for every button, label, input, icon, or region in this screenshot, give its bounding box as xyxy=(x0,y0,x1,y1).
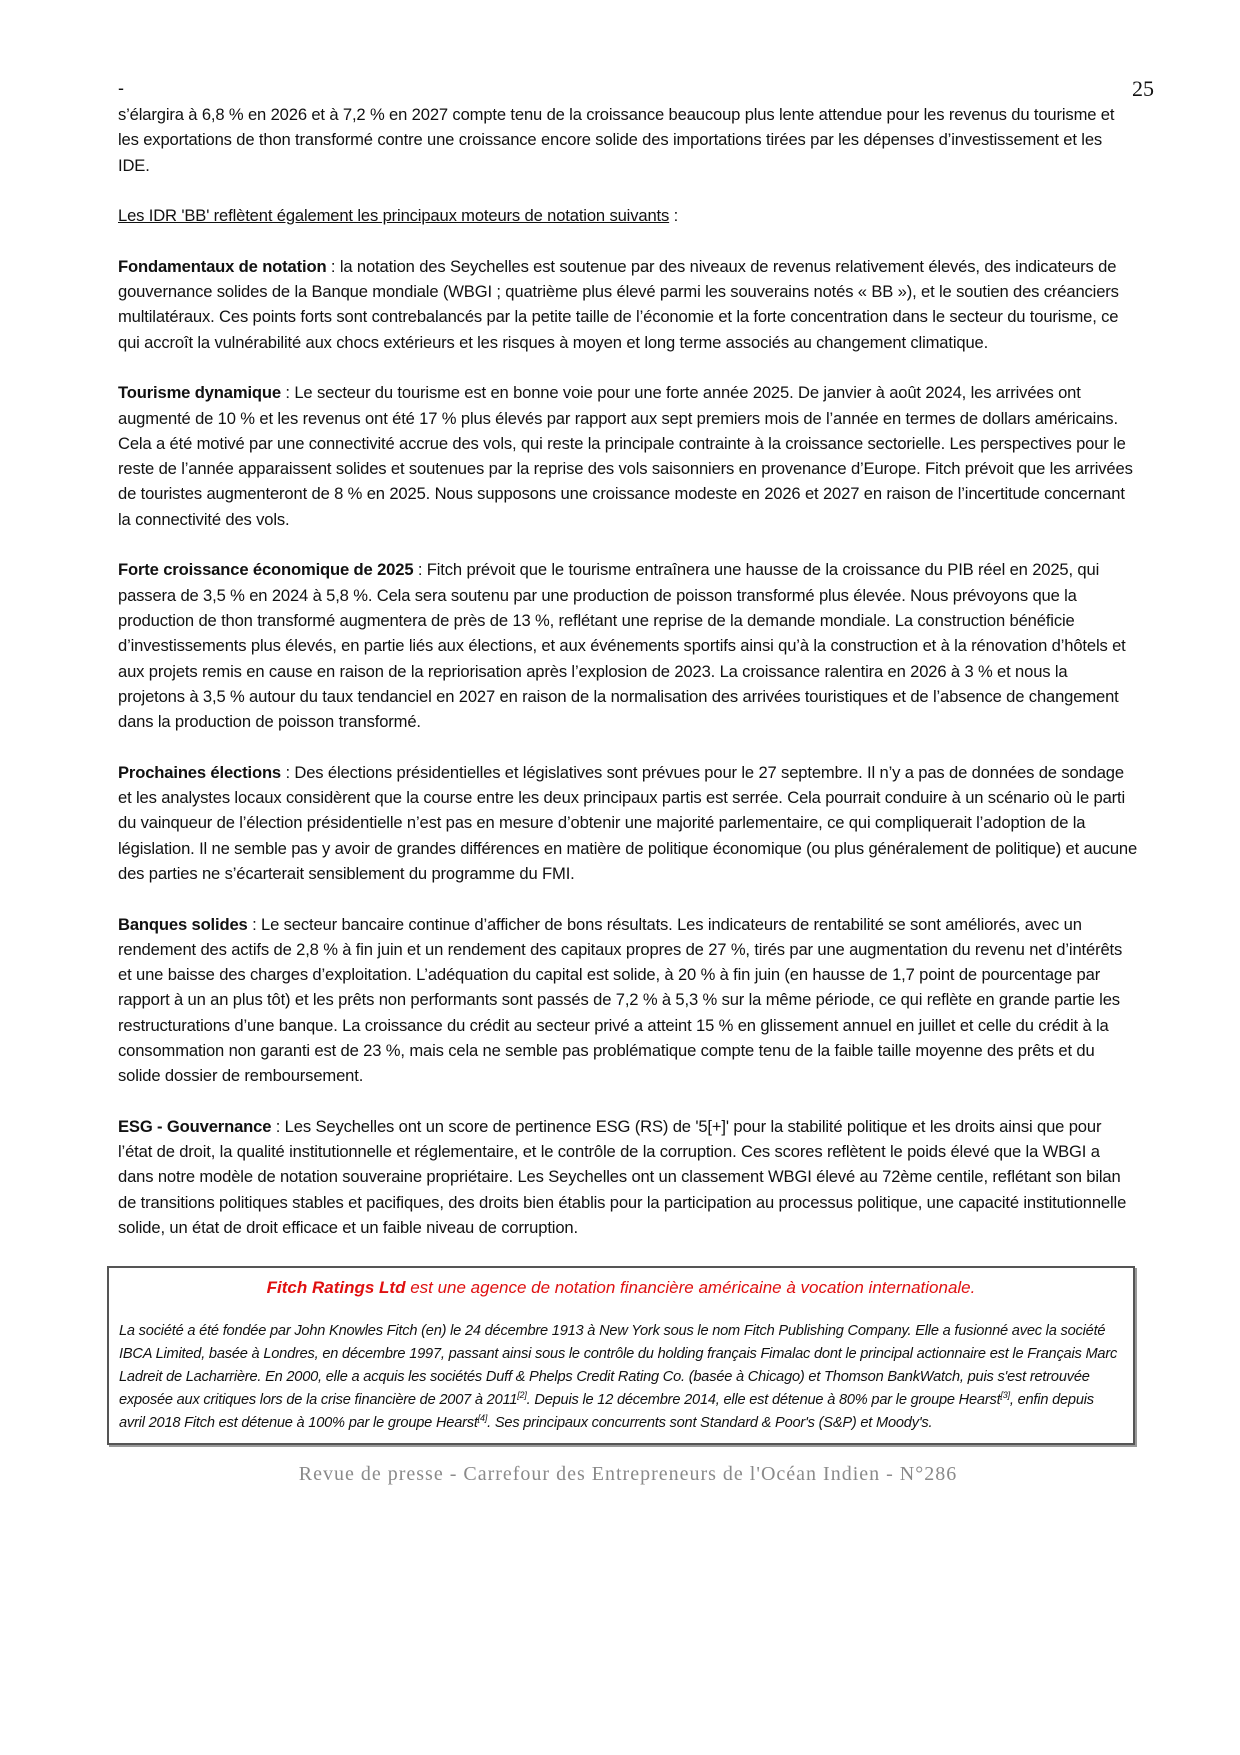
info-body-text: . Ses principaux concurrents sont Standard & Poor's (S&P) et Moody's. xyxy=(487,1414,933,1431)
info-box-title xyxy=(119,1268,1123,1298)
section-rating-fundamentals xyxy=(118,254,1138,355)
section-growth xyxy=(118,557,1138,734)
section-title: Forte croissance économique de 2025 xyxy=(118,560,414,580)
section-tourism xyxy=(118,380,1138,532)
section-title: Tourisme dynamique xyxy=(118,383,281,403)
footnote-ref[interactable]: [3] xyxy=(1000,1389,1010,1400)
article-body xyxy=(118,102,1138,1240)
drivers-heading xyxy=(118,203,1138,228)
info-box-title-bold: Fitch Ratings Ltd xyxy=(266,1277,406,1297)
section-title: Fondamentaux de notation xyxy=(118,256,327,276)
section-text: : Des élections présidentielles et législatives sont prévues pour le 27 septembre. Il n’y a pas de données de sondage et les analystes locaux considèrent que la course entre les deux principaux partis est serrée. Cela pourrait conduire à un scénario où le parti du vainqueur de l’élection présidentielle n’est pas en mesure d’obtenir une majorité parlementaire, ce qui compliquerait l’adoption de la législation. Il ne semble pas y avoir de grandes différences en matière de politique économique (ou plus généralement de politique) et aucune des parties ne s’écarterait sensiblement du programme du FMI. xyxy=(118,762,1138,883)
page-number: 25 xyxy=(1132,76,1154,101)
section-text: : Les Seychelles ont un score de pertinence ESG (RS) de '5[+]' pour la stabilité politique et les droits ainsi que pour l’état de droit, la qualité institutionnelle et réglementaire, et le contrôle de la corruption. Ces scores reflètent le poids élevé que la WBGI a dans notre modèle de notation souveraine propriétaire. Les Seychelles ont un classement WBGI élevé au 72ème centile, reflétant son bilan de transitions politiques stables et pacifiques, des droits bien établis pour la participation au processus politique, une capacité institutionnelle solide, un état de droit efficace et un faible niveau de corruption. xyxy=(118,1116,1127,1238)
section-title: ESG - Gouvernance xyxy=(118,1116,272,1136)
section-title: Banques solides xyxy=(118,914,248,934)
section-text: : Le secteur du tourisme est en bonne voie pour une forte année 2025. De janvier à août 2024, les arrivées ont augmenté de 10 % et les revenus ont été 17 % plus élevés par rapport aux sept premiers mois de l’année en termes de dollars américains. Cela a été motivé par une connectivité accrue des vols, qui reste la principale contrainte à la croissance sectorielle. Les perspectives pour le reste de l’année apparaissent solides et soutenues par la reprise des vols saisonniers en provenance d’Europe. Fitch prévoit que les arrivées de touristes augmenteront de 8 % en 2025. Nous supposons une croissance modeste en 2026 et 2027 en raison de l’incertitude concernant la connectivité des vols. xyxy=(118,383,1133,529)
section-esg-governance xyxy=(118,1114,1138,1240)
info-box-body xyxy=(119,1320,1123,1435)
section-elections xyxy=(118,760,1138,886)
info-box-title-rest: est une agence de notation financière américaine à vocation internationale. xyxy=(405,1277,976,1297)
page-header xyxy=(118,0,1154,102)
leading-dash: - xyxy=(118,78,124,98)
section-text: : Fitch prévoit que le tourisme entraînera une hausse de la croissance du PIB réel en 2025, qui passera de 3,5 % en 2024 à 5,8 %. Cela sera soutenu par une production de poisson transformé plus élevée. Nous prévoyons que la production de thon transformé augmentera de près de 13 %, reflétant une reprise de la demande mondiale. La construction bénéficie d’investissements plus élevés, en partie liés aux élections, et aux événements sportifs ainsi qu’à la construction et à la rénovation d’hôtels et aux projets remis en cause en raison de la repriorisation après l’explosion de 2023. La croissance ralentira en 2026 à 3 % et nous la projetons à 3,5 % autour du taux tendanciel en 2027 en raison de la normalisation des arrivées touristiques et de l’absence de changement dans la production de poisson transformé. xyxy=(118,560,1126,732)
intro-paragraph: s’élargira à 6,8 % en 2026 et à 7,2 % en 2027 compte tenu de la croissance beaucoup plus lente attendue pour les revenus du tourisme et les exportations de thon transformé contre une croissance encore solide des importations tirées par les dépenses d’investissement et les IDE. xyxy=(118,105,1115,175)
info-body-text: La société a été fondée par John Knowles Fitch (en) le 24 décembre 1913 à New York sous le nom Fitch Publishing Company. Elle a fusionné avec la société IBCA Limited, basée à Londres, en décembre 1997, passant ainsi sous le contrôle du holding français Fimalac dont le principal actionnaire est le Français Marc Ladreit de Lacharrière. En 2000, elle a acquis les sociétés Duff & Phelps Credit Rating Co. (basée à Chicago) et Thomson BankWatch, puis s'est retrouvée exposée aux critiques lors de la crise financière de 2007 à 2011 xyxy=(119,1322,1118,1408)
drivers-heading-suffix: : xyxy=(669,206,679,226)
footnote-ref[interactable]: [2] xyxy=(517,1389,527,1400)
section-text: : la notation des Seychelles est soutenue par des niveaux de revenus relativement élevés, des indicateurs de gouvernance solides de la Banque mondiale (WBGI ; quatrième plus élevé parmi les souverains notés « BB »), et le soutien des créanciers multilatéraux. Ces points forts sont contrebalancés par la petite taille de l’économie et la forte concentration dans le secteur du tourisme, ce qui accroît la vulnérabilité aux chocs extérieurs et les risques à moyen et long terme associés au changement climatique. xyxy=(118,256,1119,352)
drivers-heading-text: Les IDR 'BB' reflètent également les principaux moteurs de notation suivants xyxy=(118,206,670,226)
info-body-text: , enfin depuis avril 2018 Fitch est détenue à 100% par le groupe Hearst xyxy=(119,1391,1094,1431)
section-title: Prochaines élections xyxy=(118,762,282,782)
fitch-info-box xyxy=(107,1266,1135,1445)
section-banks xyxy=(118,912,1138,1089)
section-text: : Le secteur bancaire continue d’afficher de bons résultats. Les indicateurs de rentabilité se sont améliorés, avec un rendement des actifs de 2,8 % à fin juin et un rendement des capitaux propres de 27 %, tirés par une augmentation du revenu net d’intérêts et une baisse des charges d’exploitation. L’adéquation du capital est solide, à 20 % à fin juin (en hausse de 1,7 point de pourcentage par rapport à un an plus tôt) et les prêts non performants sont passés de 7,2 % à 5,3 % sur la même période, ce qui reflète en grande partie les restructurations d’une banque. La croissance du crédit au secteur privé a atteint 15 % en glissement annuel en juillet et celle du crédit à la consommation non garanti est de 23 %, mais cela ne semble pas problématique compte tenu de la faible taille moyenne des prêts et du solide dossier de remboursement. xyxy=(118,914,1123,1086)
footnote-ref[interactable]: [4] xyxy=(477,1412,488,1423)
info-body-text: . Depuis le 12 décembre 2014, elle est détenue à 80% par le groupe Hearst xyxy=(526,1391,1001,1408)
watermark: Revue de presse - Carrefour des Entrepreneurs de l'Océan Indien - N°286 xyxy=(298,1462,958,1485)
